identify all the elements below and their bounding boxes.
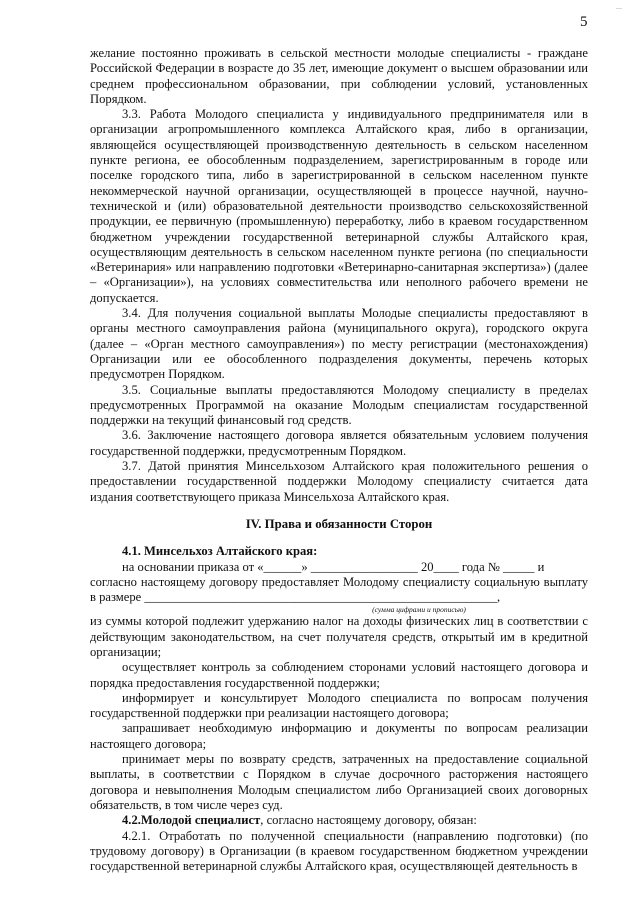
request-paragraph: запрашивает необходимую информацию и документы по вопросам реализации настоящего договора; [90, 721, 588, 751]
clause-3-7: 3.7. Датой принятия Минсельхозом Алтайского края положительного решения о предоставлении государственной поддержки Молодому специалисту считается дата издания соответствующего приказа Минсельхоза Алтайского края. [90, 459, 588, 504]
page-number: 5 [580, 14, 588, 30]
clause-3-5: 3.5. Социальные выплаты предоставляются Молодому специалисту в пределах предусмотренных Программой на оказание Молодым специалистам государственной поддержки на текущий финансовый год средств. [90, 382, 588, 428]
corner-mark: --- [616, 6, 622, 12]
payment-amount-line: согласно настоящему договору предоставляет Молодому специалисту социальную выплату в размере ________________________________________________________, [90, 574, 588, 605]
inform-paragraph: информирует и консультирует Молодого специалиста по вопросам получения государственной поддержки при реализации настоящего договора; [90, 690, 588, 721]
document-body [90, 46, 588, 874]
order-line: на основании приказа от «______» _________________ 20____ года № _____ и [122, 559, 545, 574]
clause-4-2-1: 4.2.1. Отработать по полученной специальности (направлению подготовки) (по трудовому договору) в Организации (в краевом государственном бюджетном учреждении государственной ветеринарной службы Алтайского края, осуществляющей деятельность в [90, 828, 588, 874]
clause-3-4: 3.4. Для получения социальной выплаты Молодые специалисты предоставляют в органы местного самоуправления района (муниципального округа), городского округа (далее – «Орган местного самоуправления») по месту регистрации (местонахождения) Организации или ее обособленного подразделения документы, перечень которых предусмотрен Порядком. [90, 306, 588, 382]
clause-4-2-rest: , согласно настоящему договору, обязан: [260, 813, 477, 828]
tax-paragraph: из суммы которой подлежит удержанию налог на доходы физических лиц в соответствии с действующим законодательством, на счет получателя средств, открытый им в кредитной организации; [90, 614, 588, 659]
clause-4-2-heading [90, 813, 588, 828]
clause-3-6: 3.6. Заключение настоящего договора является обязательным условием получения государственной поддержки, предусмотренным Порядком. [90, 428, 588, 458]
amount-caption: (сумма цифрами и прописью) [372, 605, 466, 615]
clause-3-3: 3.3. Работа Молодого специалиста у индивидуального предпринимателя или в организации агропромышленного комплекса Алтайского края, либо в организации, являющейся осуществляющей производственную деятельность в сельском населенном пункте региона, ее обособленным подразделением, зарегистрированным в городе или поселке городского типа, либо в зарегистрированной в сельском населенном пункте некоммерческой научной организации, осуществляющей в процессе научной, научно-технической и (или) образовательной деятельности производство сельскохозяйственной продукции, ее первичную (промышленную) переработку, либо в краевом государственном бюджетном учреждении государственной ветеринарной службы Алтайского края, осуществляющим деятельность в сельском населенном пункте региона (по специальности «Ветеринария» или направлению подготовки «Ветеринарно-санитарная экспертиза») (далее – «Организации»), на условиях совместительства или неполного рабочего времени не допускается. [90, 107, 588, 305]
measures-paragraph: принимает меры по возврату средств, затраченных на предоставление социальной выплаты, в соответствии с Порядком в случае досрочного расторжения настоящего договора и невыполнения Молодым специалистом либо Организацией своих договорных обязательств, в том числе через суд. [90, 752, 588, 812]
clause-4-2-bold: 4.2.Молодой специалист [122, 813, 261, 828]
section-title: IV. Права и обязанности Сторон [245, 516, 433, 531]
paragraph-continued: желание постоянно проживать в сельской местности молодые специалисты - граждане Российской Федерации в возрасте до 35 лет, имеющие документ о высшем образовании или среднем профессиональном образовании, при соблюдении условий, установленных Порядком. [90, 46, 588, 106]
clause-4-1-heading: 4.1. Минсельхоз Алтайского края: [122, 544, 318, 559]
control-paragraph: осуществляет контроль за соблюдением сторонами условий настоящего договора и порядка предоставления государственной поддержки; [90, 660, 588, 690]
